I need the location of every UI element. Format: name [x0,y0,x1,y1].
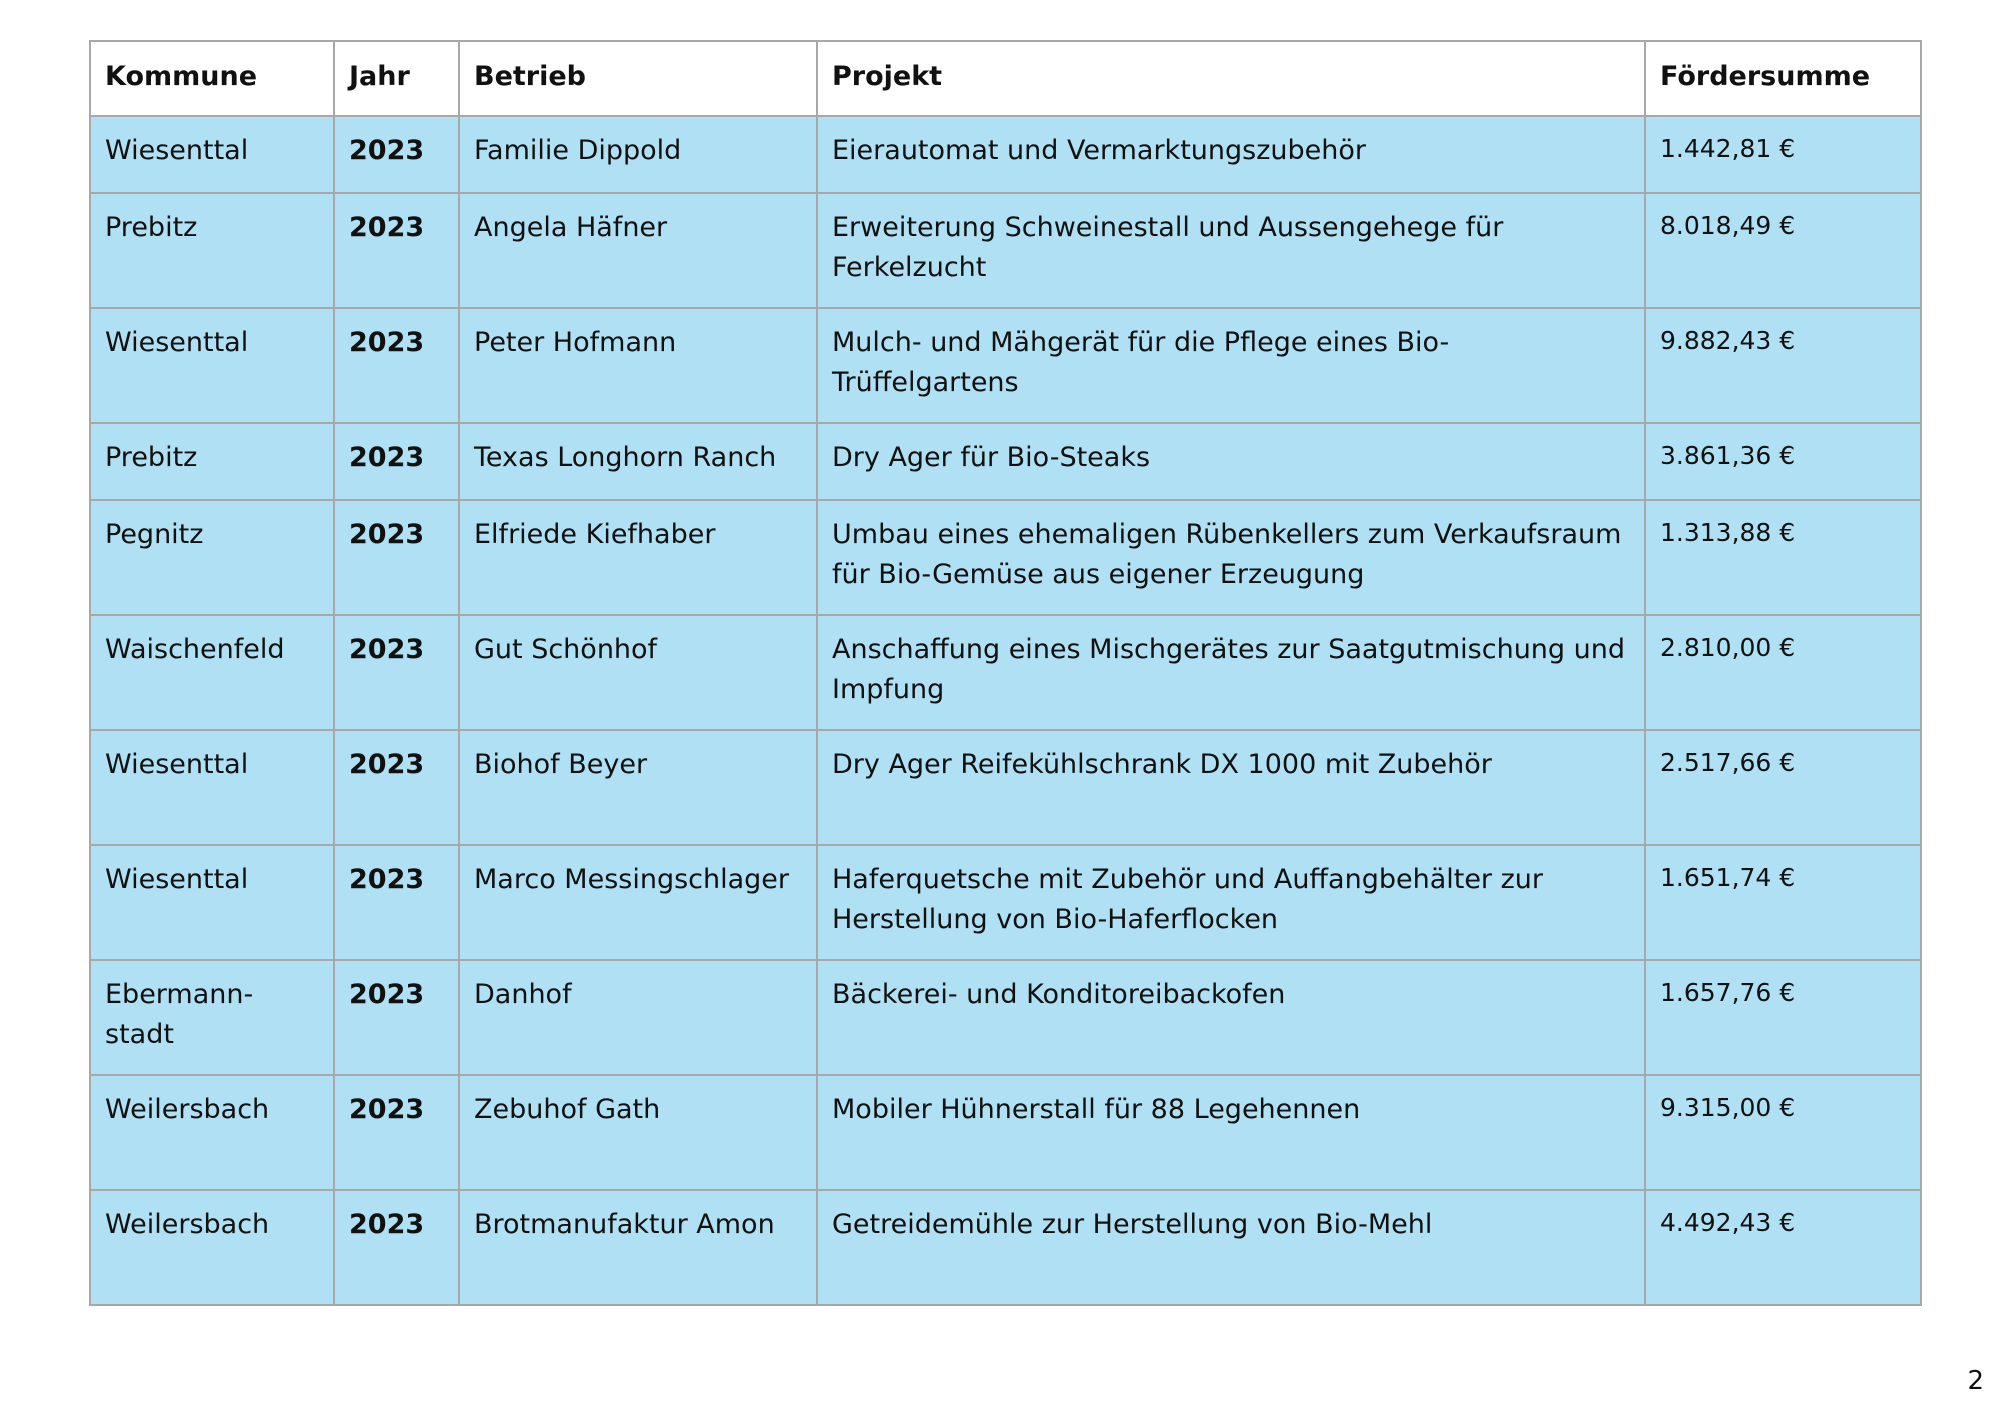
header-row [90,41,1921,116]
cell-betrag: 2.517,66 € [1645,730,1921,845]
cell-jahr: 2023 [334,500,459,615]
cell-betrieb: Brotmanufaktur Amon [459,1190,817,1305]
cell-projekt: Bäckerei- und Konditoreibackofen [817,960,1645,1075]
cell-jahr: 2023 [334,845,459,960]
table-row [90,308,1921,423]
cell-betrieb: Gut Schönhof [459,615,817,730]
header-projekt: Projekt [817,41,1645,116]
cell-kommune: Wiesenttal [90,730,334,845]
cell-betrag: 9.882,43 € [1645,308,1921,423]
table-row [90,615,1921,730]
table-body [90,116,1921,1305]
cell-betrieb: Texas Longhorn Ranch [459,423,817,500]
header-betrieb: Betrieb [459,41,817,116]
cell-kommune: Weilersbach [90,1190,334,1305]
cell-kommune: Wiesenttal [90,845,334,960]
cell-jahr: 2023 [334,116,459,193]
cell-kommune: Prebitz [90,423,334,500]
cell-kommune: Prebitz [90,193,334,308]
table-row [90,193,1921,308]
cell-betrieb: Familie Dippold [459,116,817,193]
cell-kommune: Wiesenttal [90,308,334,423]
page-number: 2 [1967,1366,1984,1396]
table-row [90,845,1921,960]
cell-betrieb: Biohof Beyer [459,730,817,845]
header-foerdersumme: Fördersumme [1645,41,1921,116]
table-row [90,1075,1921,1190]
cell-betrieb: Marco Messingschlager [459,845,817,960]
cell-projekt: Haferquetsche mit Zubehör und Auffangbehälter zur Herstellung von Bio-Haferflocken [817,845,1645,960]
cell-projekt: Erweiterung Schweinestall und Aussengehege für Ferkelzucht [817,193,1645,308]
cell-betrag: 1.657,76 € [1645,960,1921,1075]
cell-jahr: 2023 [334,1075,459,1190]
cell-betrieb: Danhof [459,960,817,1075]
cell-betrag: 1.442,81 € [1645,116,1921,193]
cell-betrag: 1.313,88 € [1645,500,1921,615]
cell-jahr: 2023 [334,615,459,730]
cell-projekt: Getreidemühle zur Herstellung von Bio-Mehl [817,1190,1645,1305]
cell-betrieb: Elfriede Kiefhaber [459,500,817,615]
cell-kommune: Wiesenttal [90,116,334,193]
cell-betrag: 3.861,36 € [1645,423,1921,500]
cell-kommune: Pegnitz [90,500,334,615]
cell-projekt: Dry Ager für Bio-Steaks [817,423,1645,500]
table-row [90,116,1921,193]
cell-betrieb: Zebuhof Gath [459,1075,817,1190]
header-jahr: Jahr [334,41,459,116]
cell-betrag: 9.315,00 € [1645,1075,1921,1190]
cell-betrag: 4.492,43 € [1645,1190,1921,1305]
cell-betrag: 2.810,00 € [1645,615,1921,730]
cell-kommune: Waischenfeld [90,615,334,730]
cell-jahr: 2023 [334,960,459,1075]
cell-projekt: Dry Ager Reifekühlschrank DX 1000 mit Zubehör [817,730,1645,845]
cell-projekt: Anschaffung eines Mischgerätes zur Saatgutmischung und Impfung [817,615,1645,730]
cell-jahr: 2023 [334,730,459,845]
funding-table [89,40,1922,1306]
table-row [90,1190,1921,1305]
cell-projekt: Mulch- und Mähgerät für die Pflege eines Bio-Trüffelgartens [817,308,1645,423]
cell-jahr: 2023 [334,1190,459,1305]
cell-kommune: Weilersbach [90,1075,334,1190]
cell-betrieb: Angela Häfner [459,193,817,308]
table-row [90,960,1921,1075]
cell-betrieb: Peter Hofmann [459,308,817,423]
cell-kommune: Ebermann-stadt [90,960,334,1075]
table-row [90,730,1921,845]
cell-projekt: Eierautomat und Vermarktungszubehör [817,116,1645,193]
cell-jahr: 2023 [334,423,459,500]
cell-projekt: Umbau eines ehemaligen Rübenkellers zum Verkaufsraum für Bio-Gemüse aus eigener Erzeugung [817,500,1645,615]
cell-jahr: 2023 [334,193,459,308]
cell-projekt: Mobiler Hühnerstall für 88 Legehennen [817,1075,1645,1190]
table-row [90,500,1921,615]
header-kommune: Kommune [90,41,334,116]
table-row [90,423,1921,500]
table-header [90,41,1921,116]
cell-betrag: 8.018,49 € [1645,193,1921,308]
cell-jahr: 2023 [334,308,459,423]
cell-betrag: 1.651,74 € [1645,845,1921,960]
